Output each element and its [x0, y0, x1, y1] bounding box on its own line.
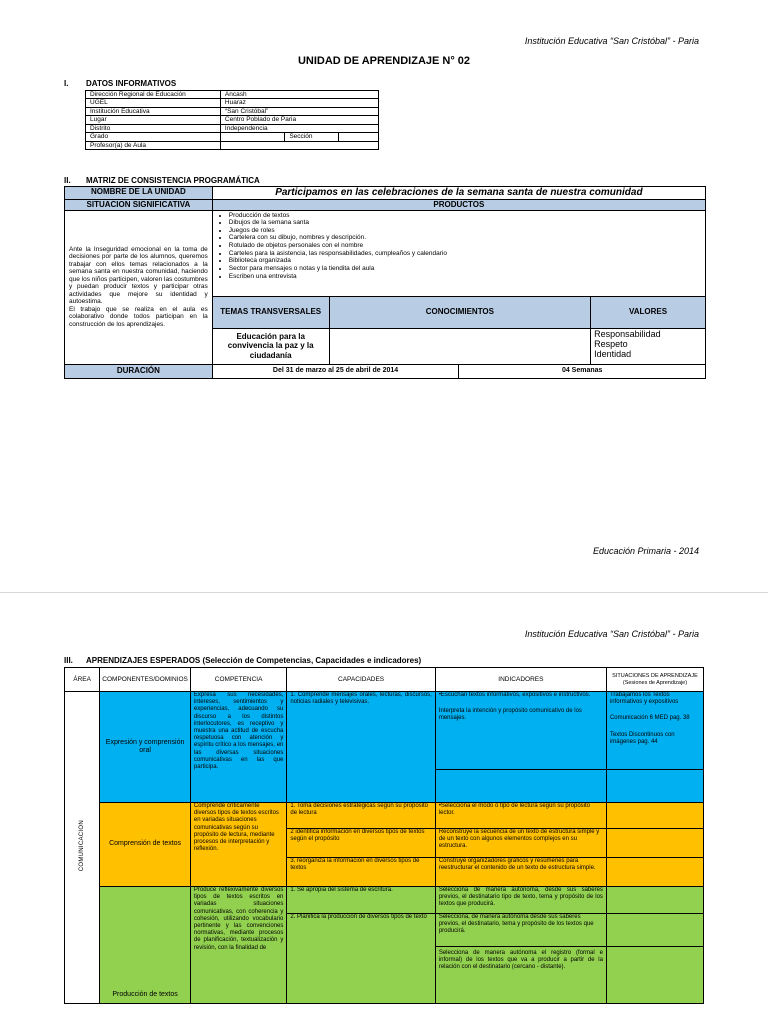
product-item: • Biblioteca organizada	[229, 257, 703, 265]
product-item: • Producción de textos	[229, 212, 703, 220]
section-aprendizajes	[64, 656, 421, 665]
competence-reading: Comprende críticamente diversos tipos de textos escritos en variadas situaciones comunicativas según su propósito de lectura, mediante procesos de interpretación y reflexión.	[190, 803, 287, 887]
capacity-writing: 2. Planifica la producción de diversos tipos de texto	[287, 914, 435, 1004]
info-label: Distrito	[86, 124, 221, 132]
header-situations-sub: (Sesiones de Aprendizaje)	[622, 679, 688, 686]
indicator-reading: •Selecciona el modo o tipo de lectura según su propósito lector.	[435, 803, 606, 829]
info-label: Lugar	[86, 116, 221, 124]
competence-writing: Produce reflexivamente diversos tipos de textos escritos en variadas situaciones comunicativas, con coherencia y cohesión, utilizando vocabulario pertinente y las convenciones normativas, mediante procesos de planificación, textualización y revisión, con la finalidad de	[190, 887, 287, 1004]
info-value: Huaraz	[220, 99, 378, 107]
indicator-writing: Selecciona de manera autónoma, desde sus saberes previos, el destinatario tipo de texto, tema y propósito de los textos que producirá.	[435, 887, 606, 914]
duration-label: DURACIÓN	[65, 364, 213, 378]
capacity-writing: 1. Se apropia del sistema de escritura.	[287, 887, 435, 914]
info-label: UGEL	[86, 99, 221, 107]
header-capacities: CAPACIDADES	[287, 668, 435, 692]
section-title: DATOS INFORMATIVOS	[86, 79, 177, 88]
component-writing: Producción de textos	[100, 887, 191, 1004]
page-footer: Educación Primaria - 2014	[592, 546, 699, 556]
duration-dates: Del 31 de marzo al 25 de abril de 2014	[212, 364, 459, 378]
capacity-reading: 2 identifica información en diversos tipos de textos según el propósito	[287, 829, 435, 858]
info-value	[220, 141, 378, 149]
indicator-reading: Construye organizadores gráficos y resúmenes para reestructurar el contenido de un texto de estructura simple.	[435, 858, 606, 887]
matrix-table	[64, 186, 706, 379]
institution-header-2: Institución Educativa “San Cristóbal” - Paria	[524, 629, 699, 639]
indicator-oral-2: Interpreta la intención y propósito comunicativo de los mensajes.	[438, 708, 582, 722]
header-area: ÁREA	[65, 668, 100, 692]
competence-oral: Expresa sus necesidades, intereses, sentimientos y experiencias, adecuando su discurso a los distintos interlocutores, es receptivo y muestra una actitud de escucha respetuosa con atención y espíritu crítico a los mensajes, en las diversas situaciones comunicativas en las que participa.	[190, 692, 287, 803]
info-value: Centro Poblado de Paria	[220, 116, 378, 124]
institution-header: Institución Educativa “San Cristóbal” - Paria	[524, 36, 699, 46]
header-indicators: INDICADORES	[435, 668, 606, 692]
unit-title: UNIDAD DE APRENDIZAJE N° 02	[297, 55, 471, 67]
values-cell	[591, 328, 706, 364]
section-datos-informativos	[64, 79, 176, 88]
knowledge-label: CONOCIMIENTOS	[329, 296, 590, 328]
page-divider	[0, 592, 768, 593]
area-name: COMUNICACION	[78, 820, 85, 872]
product-item: • Dibujos de la semana santa	[229, 219, 703, 227]
info-label: Institución Educativa	[86, 107, 221, 115]
transversal-label: TEMAS TRANSVERSALES	[212, 296, 329, 328]
indicator-writing: Selecciona de manera autónoma el registro (formal e informal) de los textos que va a producir a partir de la relación con el destinatario (cercano - distante).	[438, 950, 603, 971]
situation-label: SITUACION SIGNIFICATIVA	[65, 199, 213, 210]
info-label: Grado	[86, 133, 221, 141]
product-item: • Sector para mensajes o notas y la tiendita del aula	[229, 265, 703, 273]
products-label: PRODUCTOS	[212, 199, 705, 210]
value-item: Identidad	[594, 349, 632, 360]
section-number: II.	[64, 176, 71, 185]
situation-text: Ante la Inseguridad emocional en la toma de decisiones por parte de los alumnos, queremos trabajar con ellos temas relacionados a la semana santa en nuestra comunidad, haciendo que los niños participen, valoren las costumbres y puedan producir textos y participar otras actividades que mejore su identidad y autoestima.	[69, 245, 208, 306]
section-title: MATRIZ DE CONSISTENCIA PROGRAMÁTICA	[86, 176, 260, 185]
situation-reading	[606, 858, 703, 887]
situation-oral	[606, 692, 703, 770]
value-item: Responsabilidad	[594, 328, 661, 339]
info-label: Dirección Regional de Educación	[86, 91, 221, 99]
situation-cell	[65, 210, 213, 364]
situation-oral-2: Comunicación 6 MED pag. 38	[609, 715, 690, 722]
section-number: I.	[64, 79, 69, 88]
component-reading: Comprensión de textos	[100, 803, 191, 887]
header-components: COMPONENTES/DOMINIOS	[100, 668, 191, 692]
header-situations	[606, 668, 703, 692]
info-value: Independencia	[220, 124, 378, 132]
info-value: “San Cristóbal”	[220, 107, 378, 115]
product-item: • Escriben una entrevista	[229, 273, 703, 281]
capacity-reading: 1. Toma decisiones estratégicas según su propósito de lectura	[287, 803, 435, 829]
situation-text-2: El trabajo que se realiza en el aula es colaborativo donde todos participan en la construcción de los aprendizajes.	[69, 305, 208, 328]
indicator-oral-1: •Escuchan textos informativos, expositivos e instructivos.	[438, 692, 591, 698]
situation-oral-1: Trabajamos los Textos informativos y expositivos	[609, 692, 679, 706]
info-value	[220, 133, 284, 141]
indicator-reading: Reconstruye la secuencia de un texto de estructura simple y de un texto con algunos elementos complejos en su estructura.	[435, 829, 606, 858]
area-cell	[65, 692, 100, 1004]
capacity-oral: 1. Comprende mensajes orales, lecturas, discursos, noticias radiales y televisivas.	[287, 692, 435, 803]
info-value: Ancash	[220, 91, 378, 99]
info-label: Profesor(a) de Aula	[86, 141, 221, 149]
section-matriz	[64, 176, 260, 185]
info-table	[85, 90, 379, 150]
situation-oral-3: Textos Discontinuos con imágenes pag. 44	[609, 731, 675, 745]
transversal-value: Educación para la convivencia la paz y la ciudadanía	[212, 328, 329, 364]
indicator-oral	[435, 692, 606, 770]
values-label: VALORES	[591, 296, 706, 328]
info-label-seccion: Sección	[285, 133, 338, 141]
duration-weeks: 04 Semanas	[459, 364, 706, 378]
knowledge-value	[329, 328, 590, 364]
indicator-writing: Selecciona, de manera autónoma desde sus saberes previos, el destinatario, tema y propósito de los textos que producirá.	[436, 914, 606, 947]
products-cell	[212, 210, 705, 296]
situation-reading	[606, 829, 703, 858]
product-item: • Rotulado de objetos personales con el nombre	[229, 242, 703, 250]
unit-name: Participamos en las celebraciones de la semana santa de nuestra comunidad	[212, 187, 705, 200]
product-item: • Carteles para la asistencia, las responsabilidades, cumpleaños y calendario	[229, 250, 703, 258]
value-item: Respeto	[594, 338, 628, 349]
aprendizajes-table	[64, 667, 704, 1004]
header-competence: COMPETENCIA	[190, 668, 287, 692]
situation-writing-cell	[607, 914, 703, 947]
indicator-writing-group	[435, 914, 606, 1004]
situation-writing	[606, 914, 703, 1004]
section-title: APRENDIZAJES ESPERADOS (Selección de Competencias, Capacidades e indicadores)	[86, 656, 422, 665]
situation-reading	[606, 803, 703, 829]
situation-writing	[606, 887, 703, 914]
product-item: • Cartelera con su dibujo, nombres y descripción.	[229, 234, 703, 242]
situation-oral-empty	[606, 770, 703, 803]
products-list	[215, 212, 703, 281]
product-item: • Juegos de roles	[229, 227, 703, 235]
section-number: III.	[64, 656, 73, 665]
unit-name-label: NOMBRE DE LA UNIDAD	[65, 187, 213, 200]
indicator-oral-empty	[435, 770, 606, 803]
component-oral: Expresión y comprensión oral	[100, 692, 191, 803]
header-situations-title: SITUACIONES DE APRENDIZAJE	[612, 673, 698, 680]
capacity-reading: 3. reorganiza la información en diversos tipos de textos	[287, 858, 435, 887]
